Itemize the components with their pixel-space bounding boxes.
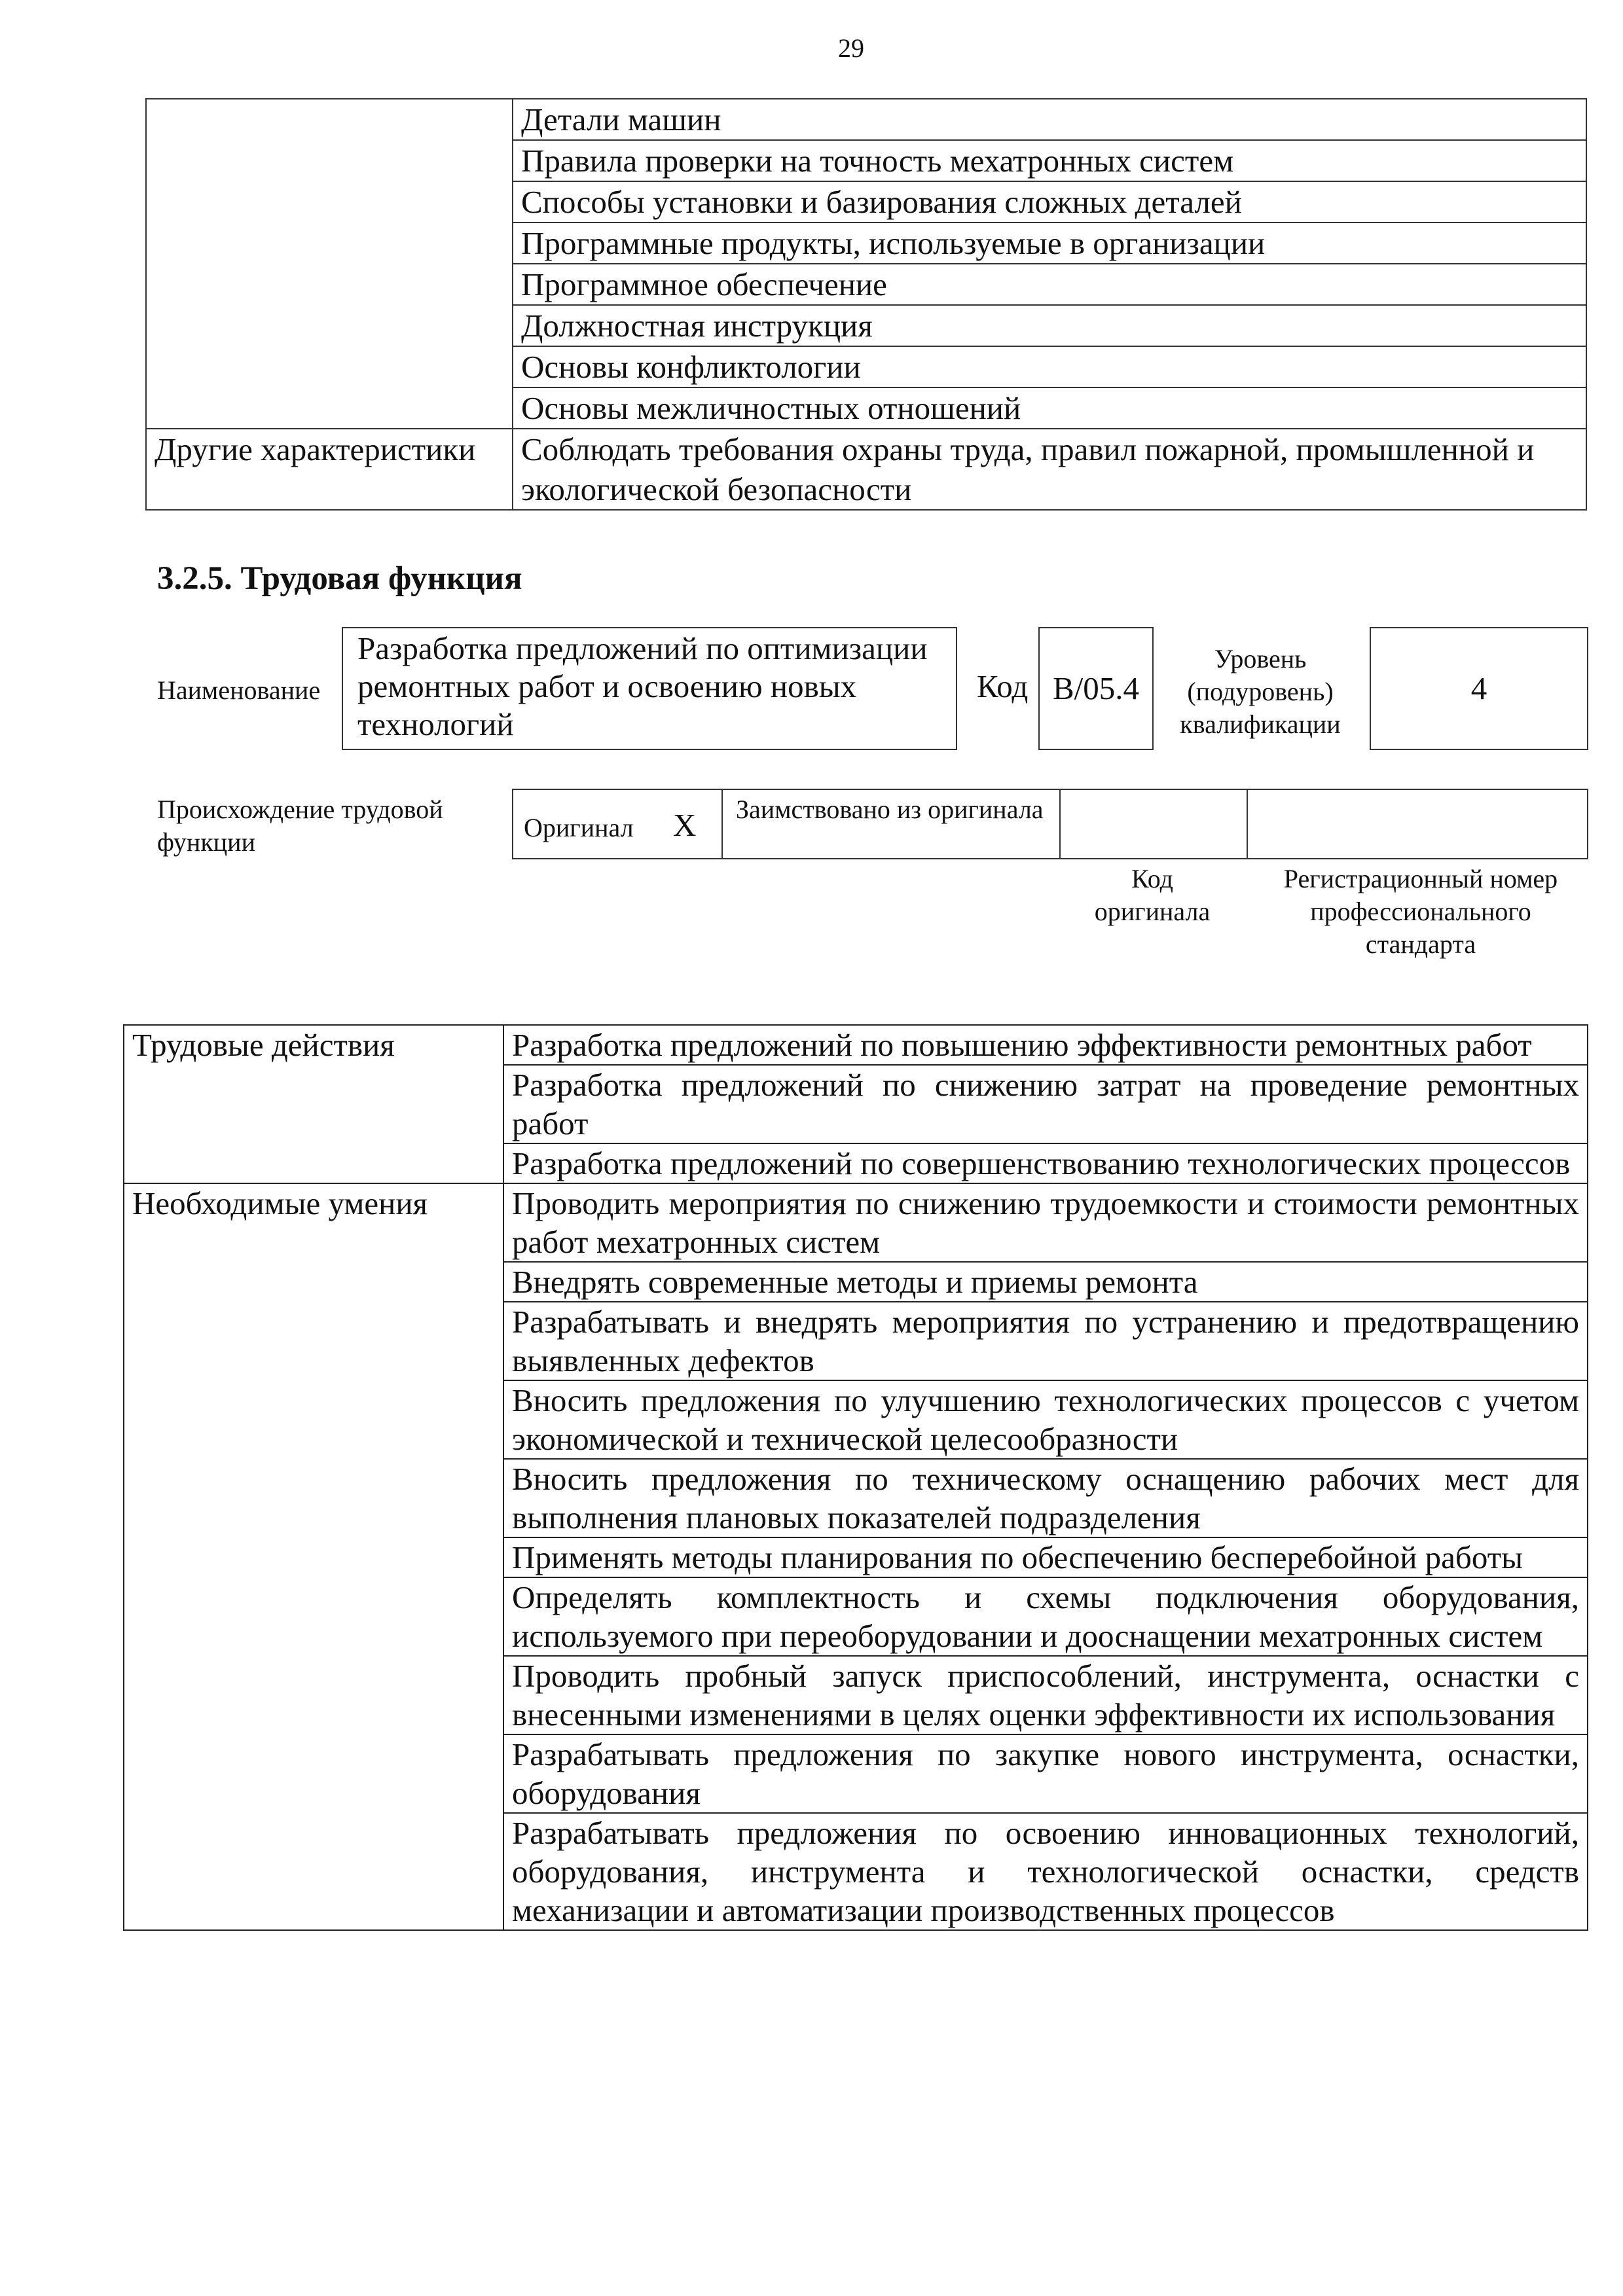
- knowledge-item: Правила проверки на точность мехатронных систем: [513, 140, 1586, 181]
- function-table: [123, 1024, 1588, 1931]
- origin-divider: [721, 789, 723, 859]
- skill-item: Разрабатывать и внедрять мероприятия по устранению и предотвращению выявленных дефектов: [503, 1302, 1588, 1380]
- page-number: 29: [838, 33, 864, 63]
- knowledge-label-cell: [146, 99, 513, 429]
- original-mark: X: [673, 807, 697, 843]
- origin-label: Происхождение трудовой функции: [157, 795, 443, 857]
- action-item: Разработка предложений по повышению эффективности ремонтных работ: [503, 1025, 1588, 1065]
- knowledge-table: [145, 98, 1587, 511]
- knowledge-item: Должностная инструкция: [513, 305, 1586, 346]
- skill-item: Проводить мероприятия по снижению трудоемкости и стоимости ремонтных работ мехатронных систем: [503, 1183, 1588, 1262]
- skill-item: Вносить предложения по улучшению технологических процессов с учетом экономической и технической целесообразности: [503, 1380, 1588, 1459]
- level-value: 4: [1370, 627, 1588, 750]
- skill-item: Разрабатывать предложения по закупке нового инструмента, оснастки, оборудования: [503, 1734, 1588, 1813]
- code-caption: Код оригинала: [1094, 864, 1211, 926]
- skill-item: Определять комплектность и схемы подключения оборудования, используемого при переоборудовании и дооснащении мехатронных систем: [503, 1577, 1588, 1656]
- actions-label: Трудовые действия: [124, 1025, 503, 1183]
- name-label: Наименование: [157, 675, 321, 705]
- skill-item: Внедрять современные методы и приемы ремонта: [503, 1262, 1588, 1302]
- reg-caption: Регистрационный номер профессионального стандарта: [1283, 864, 1558, 959]
- level-label: Уровень (подуровень) квалификации: [1180, 644, 1341, 739]
- knowledge-item: Детали машин: [513, 99, 1586, 140]
- section-title: 3.2.5. Трудовая функция: [157, 560, 522, 597]
- action-item: Разработка предложений по снижению затрат на проведение ремонтных работ: [503, 1065, 1588, 1143]
- action-item: Разработка предложений по совершенствованию технологических процессов: [503, 1143, 1588, 1183]
- original-label: Оригинал: [524, 813, 634, 842]
- knowledge-item: Программные продукты, используемые в организации: [513, 223, 1586, 264]
- code-label: Код: [977, 668, 1029, 704]
- name-value: Разработка предложений по оптимизации ремонтных работ и освоению новых технологий: [342, 627, 957, 750]
- knowledge-item: Основы конфликтологии: [513, 346, 1586, 387]
- other-characteristics-label: Другие характеристики: [146, 429, 513, 510]
- other-characteristics-value: Соблюдать требования охраны труда, правил пожарной, промышленной и экологической безопасности: [513, 429, 1586, 510]
- code-value: B/05.4: [1038, 627, 1154, 750]
- skill-item: Применять методы планирования по обеспечению бесперебойной работы: [503, 1537, 1588, 1577]
- borrowed-label: Заимствовано из оригинала: [736, 795, 1044, 824]
- knowledge-item: Основы межличностных отношений: [513, 387, 1586, 429]
- knowledge-item: Программное обеспечение: [513, 264, 1586, 305]
- knowledge-item: Способы установки и базирования сложных деталей: [513, 181, 1586, 223]
- skill-item: Проводить пробный запуск приспособлений, инструмента, оснастки с внесенными изменениями в целях оценки эффективности их использования: [503, 1656, 1588, 1734]
- origin-divider: [1059, 789, 1061, 859]
- skills-label: Необходимые умения: [124, 1183, 503, 1930]
- skill-item: Вносить предложения по техническому оснащению рабочих мест для выполнения плановых показателей подразделения: [503, 1459, 1588, 1537]
- skill-item: Разрабатывать предложения по освоению инновационных технологий, оборудования, инструмента и технологической оснастки, средств механизации и автоматизации производственных процессов: [503, 1813, 1588, 1930]
- origin-divider: [1247, 789, 1248, 859]
